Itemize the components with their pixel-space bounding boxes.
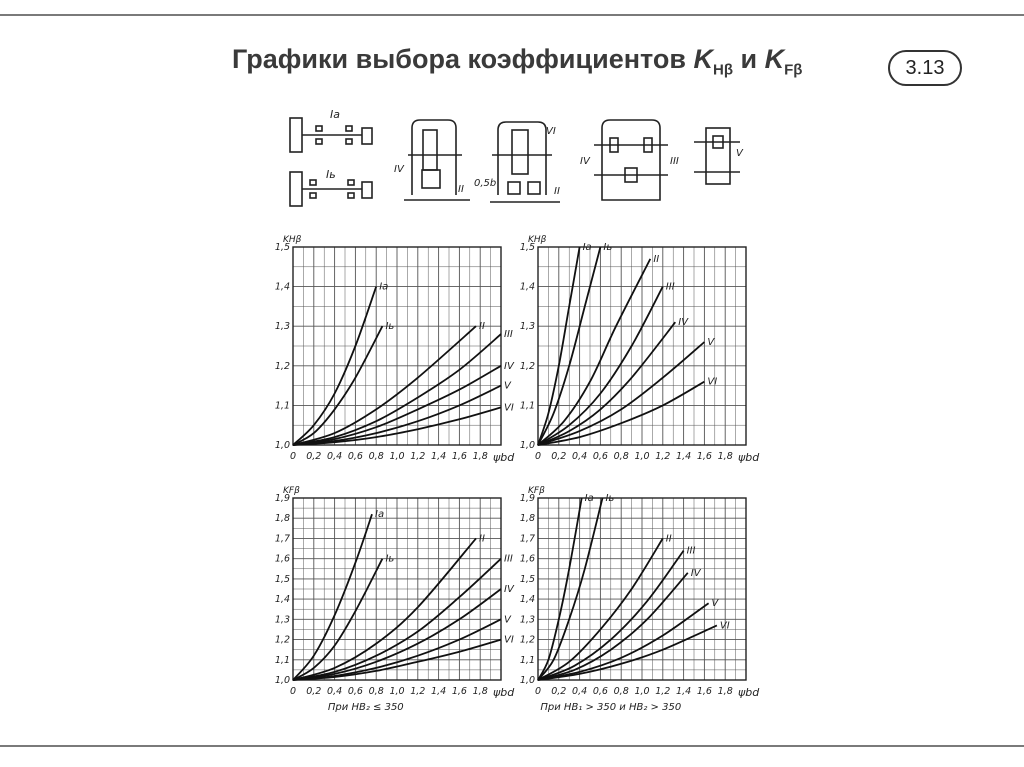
y-tick-label: 1,6: [519, 553, 535, 565]
series-label: II: [665, 533, 672, 545]
y-tick-label: 1,1: [274, 400, 290, 412]
x-tick-label: 0,4: [327, 686, 343, 697]
y-tick-label: 1,2: [519, 360, 535, 372]
x-tick-label: 0,8: [613, 686, 629, 697]
series-label: III: [665, 281, 675, 293]
y-tick-label: 1,4: [274, 281, 290, 293]
x-tick-label: 0,8: [368, 686, 384, 697]
title-and: и: [733, 44, 765, 74]
y-tick-label: 1,2: [519, 634, 535, 646]
series-label: Iь: [385, 321, 395, 333]
series-label: Iа: [375, 509, 385, 521]
y-tick-label: 1,3: [274, 321, 290, 333]
x-tick-label: 0,2: [306, 686, 322, 697]
title-k2: K: [764, 44, 785, 74]
x-tick-label: 1,4: [431, 451, 447, 462]
x-tick-label: 0: [289, 686, 297, 697]
scheme-label-ii-b: II: [554, 186, 560, 197]
series-label: V: [707, 337, 715, 349]
x-axis-label: ψbd: [493, 686, 515, 699]
scheme-label-iv: IV: [394, 164, 404, 175]
x-tick-label: 0,6: [347, 686, 363, 697]
x-tick-label: 0,6: [592, 451, 608, 462]
scheme-label-iv-b: IV: [580, 156, 590, 167]
x-tick-label: 1,8: [472, 451, 488, 462]
series-label: III: [504, 553, 513, 565]
series-label: Iа: [584, 493, 594, 504]
y-tick-label: 1,7: [519, 533, 535, 545]
series-label: IV: [504, 360, 514, 372]
x-axis-label: ψbd: [493, 451, 515, 464]
x-tick-label: 1,2: [410, 686, 426, 697]
chart-grid: [538, 498, 746, 680]
x-axis-label: ψbd: [738, 686, 760, 699]
x-tick-label: 0,8: [368, 451, 384, 462]
y-tick-label: 1,4: [519, 594, 535, 606]
frame-bottom-line: [0, 745, 1024, 747]
x-tick-label: 1,0: [634, 686, 650, 697]
x-tick-label: 1,2: [410, 451, 426, 462]
scheme-cantilever: [290, 108, 372, 206]
x-tick-label: 1,0: [389, 686, 405, 697]
chart-kfb-left: [265, 478, 515, 728]
series-label: V: [504, 614, 511, 626]
series-label: V: [711, 598, 719, 610]
y-axis-label: KHβ: [283, 235, 302, 245]
x-tick-label: 1,2: [655, 451, 671, 462]
frame-top-line: [0, 14, 1024, 16]
title-k2-sub: Fβ: [784, 61, 803, 79]
y-tick-label: 1,3: [519, 321, 535, 333]
scheme-label-05b: 0,5b: [474, 178, 497, 189]
slide-title: [232, 44, 802, 78]
x-tick-label: 1,6: [696, 451, 712, 462]
y-tick-label: 1,1: [274, 654, 290, 666]
series-label: Iь: [603, 242, 613, 253]
y-tick-label: 1,5: [274, 242, 290, 253]
y-axis-label: KFβ: [283, 486, 300, 496]
x-tick-label: 0: [534, 451, 542, 462]
scheme-two-stage: [394, 120, 470, 200]
y-tick-label: 1,8: [519, 513, 535, 525]
title-k1-sub: Hβ: [713, 61, 733, 79]
y-tick-label: 1,4: [519, 281, 535, 293]
scheme-label-ii: II: [458, 184, 464, 195]
chart-khb-left: [265, 225, 515, 470]
x-tick-label: 0,4: [327, 451, 343, 462]
series-label: II: [479, 533, 485, 545]
series-label: VI: [504, 402, 514, 414]
scheme-label-iii: III: [670, 156, 679, 167]
x-tick-label: 0,4: [572, 451, 588, 462]
series-label: Iь: [385, 553, 395, 565]
y-tick-label: 1,5: [274, 573, 290, 585]
y-axis-label: KFβ: [528, 486, 545, 496]
x-tick-label: 1,0: [634, 451, 650, 462]
scheme-label-v: V: [736, 148, 743, 159]
series-label: Iа: [582, 242, 592, 253]
series-label: VI: [504, 634, 514, 646]
y-tick-label: 1,1: [519, 654, 535, 666]
series-label: VI: [707, 376, 718, 388]
x-tick-label: 0,6: [347, 451, 363, 462]
x-tick-label: 1,6: [696, 686, 712, 697]
scheme-label-ia: Iа: [330, 108, 340, 121]
x-tick-label: 0: [289, 451, 297, 462]
y-tick-label: 1,1: [519, 400, 535, 412]
y-tick-label: 1,2: [274, 634, 290, 646]
x-tick-label: 0: [534, 686, 542, 697]
x-tick-label: 1,6: [451, 451, 467, 462]
series-label: IV: [690, 567, 701, 579]
series-label: III: [504, 329, 513, 341]
y-tick-label: 1,5: [519, 242, 535, 253]
chart-caption: При HB₁ > 350 и HB₂ > 350: [540, 702, 682, 713]
y-tick-label: 1,0: [274, 440, 290, 451]
scheme-label-ib: Iь: [326, 168, 336, 181]
y-axis-label: KHβ: [528, 235, 547, 245]
x-tick-label: 0,6: [592, 686, 608, 697]
x-axis-label: ψbd: [738, 451, 760, 464]
x-tick-label: 1,8: [472, 686, 488, 697]
x-tick-label: 1,4: [676, 686, 692, 697]
chart-grid: [293, 247, 501, 445]
chart-khb-right: [510, 225, 760, 470]
x-tick-label: 1,4: [431, 686, 447, 697]
x-tick-label: 0,2: [306, 451, 322, 462]
y-tick-label: 1,0: [519, 440, 535, 451]
chart-kfb-right: [510, 478, 760, 728]
series-label: Iа: [379, 281, 389, 293]
series-label: IV: [678, 317, 689, 329]
y-tick-label: 1,9: [519, 493, 535, 504]
x-tick-label: 1,8: [717, 686, 733, 697]
y-tick-label: 1,4: [274, 594, 290, 606]
gear-schemes-diagram: [280, 100, 750, 215]
y-tick-label: 1,8: [274, 513, 290, 525]
scheme-label-vi: VI: [546, 126, 556, 137]
series-label: II: [479, 321, 485, 333]
x-tick-label: 0,2: [551, 451, 567, 462]
y-tick-label: 1,7: [274, 533, 290, 545]
y-tick-label: 1,3: [519, 614, 535, 626]
title-main: Графики выбора коэффициентов: [232, 44, 694, 74]
series-label: IV: [504, 584, 514, 595]
y-tick-label: 1,0: [274, 675, 290, 686]
scheme-split: [580, 120, 679, 200]
x-tick-label: 1,4: [676, 451, 692, 462]
y-tick-label: 1,3: [274, 614, 290, 626]
series-label: Iь: [605, 493, 615, 504]
chart-caption: При HB₂ ≤ 350: [327, 702, 404, 713]
y-tick-label: 1,0: [519, 675, 535, 686]
x-tick-label: 0,2: [551, 686, 567, 697]
y-tick-label: 1,6: [274, 553, 290, 565]
x-tick-label: 0,4: [572, 686, 588, 697]
series-label: II: [653, 253, 660, 265]
x-tick-label: 0,8: [613, 451, 629, 462]
scheme-single: [694, 128, 744, 184]
series-label: VI: [719, 620, 730, 632]
y-tick-label: 1,9: [274, 493, 290, 504]
slide-number-badge: 3.13: [888, 50, 962, 86]
x-tick-label: 1,0: [389, 451, 405, 462]
scheme-coaxial: [474, 122, 560, 202]
y-tick-label: 1,2: [274, 360, 290, 372]
x-tick-label: 1,2: [655, 686, 671, 697]
series-label: V: [504, 380, 511, 392]
x-tick-label: 1,8: [717, 451, 733, 462]
series-label: III: [686, 545, 696, 557]
title-k1: K: [693, 44, 713, 74]
x-tick-label: 1,6: [451, 686, 467, 697]
y-tick-label: 1,5: [519, 573, 535, 585]
